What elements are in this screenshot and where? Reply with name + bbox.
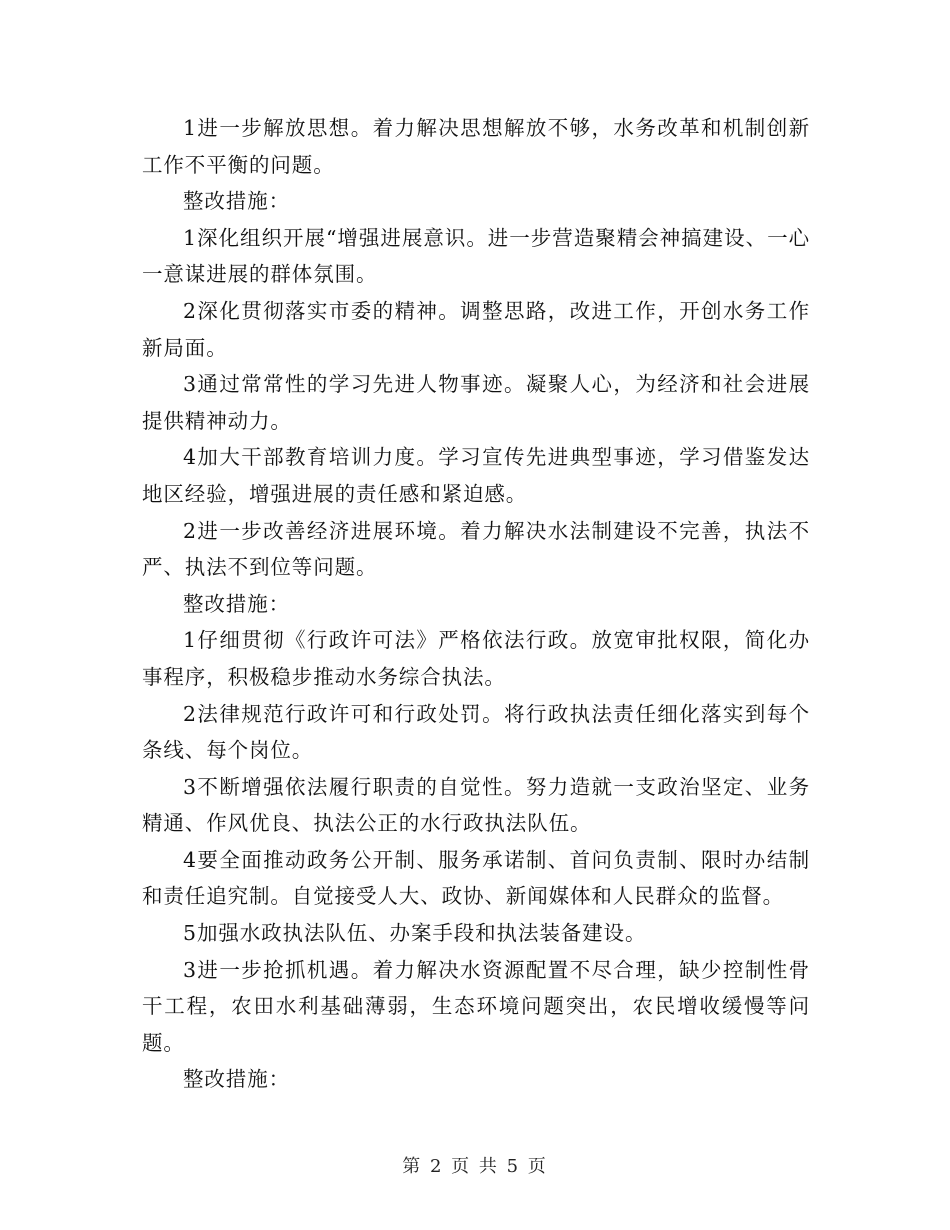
paragraph: 2进一步改善经济进展环境。着力解决水法制建设不完善，执法不严、执法不到位等问题。 xyxy=(142,518,810,580)
paragraph: 3不断增强依法履行职责的自觉性。努力造就一支政治坚定、业务精通、作风优良、执法公正的水行政执法队伍。 xyxy=(142,774,810,836)
section-heading: 整改措施： xyxy=(183,591,290,616)
document-body xyxy=(142,110,810,1098)
paragraph: 3进一步抢抓机遇。着力解决水资源配置不尽合理，缺少控制性骨干工程，农田水利基础薄弱，生态环境问题突出，农民增收缓慢等问题。 xyxy=(142,957,810,1055)
section-heading: 整改措施： xyxy=(183,189,290,214)
paragraph: 3通过常常性的学习先进人物事迹。凝聚人心，为经济和社会进展提供精神动力。 xyxy=(142,372,810,433)
paragraph: 2深化贯彻落实市委的精神。调整思路，改进工作，开创水务工作新局面。 xyxy=(142,298,810,360)
paragraph: 4加大干部教育培训力度。学习宣传先进典型事迹，学习借鉴发达地区经验，增强进展的责任感和紧迫感。 xyxy=(142,445,810,506)
paragraph: 4要全面推动政务公开制、服务承诺制、首问负责制、限时办结制和责任追究制。自觉接受人大、政协、新闻媒体和人民群众的监督。 xyxy=(142,847,810,909)
section-heading: 整改措施： xyxy=(183,1067,290,1092)
paragraph: 1进一步解放思想。着力解决思想解放不够，水务改革和机制创新工作不平衡的问题。 xyxy=(142,116,810,177)
page-number-footer: 第 2 页 共 5 页 xyxy=(402,1156,548,1177)
paragraph: 1深化组织开展“增强进展意识。进一步营造聚精会神搞建设、一心一意谋进展的群体氛围。 xyxy=(142,225,810,287)
paragraph: 5加强水政执法队伍、办案手段和执法装备建设。 xyxy=(183,921,647,946)
paragraph: 2法律规范行政许可和行政处罚。将行政执法责任细化落实到每个条线、每个岗位。 xyxy=(142,701,810,763)
paragraph: 1仔细贯彻《行政许可法》严格依法行政。放宽审批权限，简化办事程序，积极稳步推动水务综合执法。 xyxy=(142,628,810,689)
